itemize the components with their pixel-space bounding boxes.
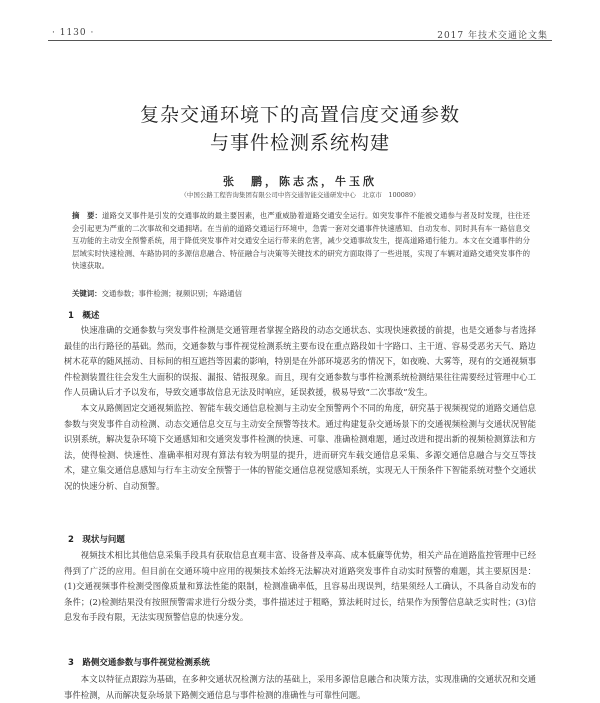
section-heading-1: 1 概述 [68,311,100,321]
paragraph: 快速准确的交通参数与突发事件检测是交通管理者掌握全路段的动态交通状态、实现快速救援的前提，也是交通参与者选择最佳的出行路径的基础。然而，交通参数与事件视觉检测系统主要布设在重点路段如十字路口、主干道、容易受恶劣天气、路边树木花草的随风摇动、目标间的相互遮挡等因素的影响，特别是在外部环境恶劣的情况下，如夜晚、大雾等，现有的交通视频事件检测装置往往会发生大面积的误报、漏报、错报现象。而且，现有交通参数与事件检测系统检测结果往往需要经过管理中心工作人员确认后才予以发布，导致交通事故信息无法及时响应，延误救援，极易导致“二次事故”发生。 [64,325,536,398]
keywords [72,288,530,299]
keywords-text: 交通参数；事件检测；视频识别；车路通信 [101,289,243,298]
paragraph: 本文以特征点跟踪为基础，在多种交通状况检测方法的基础上，采用多源信息融合和决策方法，实现准确的交通状况和交通事件检测，从而解决复杂场景下路侧交通信息与事件检测的准确性与可靠性问题。 [64,674,536,700]
abstract [72,210,530,273]
abstract-text: 道路交叉事件是引发的交通事故的最主要因素，也严重威胁着道路交通安全运行。如突发事件不能被交通参与者及时发现，往往还会引起更为严重的二次事故和交通拥堵。在当前的道路交通运行环境中，急需一套对交通事件快速感知、自动发布、同时具有车一路信息交互功能的主动安全预警系统，用于降低突发事件对交通安全运行带来的危害，减少交通事故发生，提高道路通行能力。本文在交通事件的分层域实时快速检测、车路协同的多源信息融合、特征融合与决策等关键技术的研究方面取得了一些进展，实现了车辆对道路交通突发事件的快速获取。 [72,211,530,270]
paper-title-line-1: 复杂交通环境下的高置信度交通参数 [139,104,460,126]
journal-name: 2017 年技术交通论文集 [437,31,548,41]
abstract-label: 摘 要： [72,211,103,220]
section-body-3 [64,672,536,700]
paper-title-line-2: 与事件检测系统构建 [209,132,390,154]
section-body-2 [64,548,536,656]
page-number: · 1130 · [52,28,95,38]
authors: 张 鹏，陈志杰，牛玉欣 [223,175,377,188]
section-heading-3: 3 路侧交通参数与事件视觉检测系统 [68,658,210,668]
paragraph: 本文从路侧固定交通视频监控、智能车载交通信息检测与主动安全预警两个不同的角度，研究基于视频视觉的道路交通信息参数与突发事件自动检测、动态交通信息交互与主动安全预警等技术。通过构建复杂交通场景下的交通视频检测与交通状况智能识别系统，解决复杂环境下交通感知和交通突发事件检测的快速、可靠、准确检测难题，通过改进和提出新的视频检测算法和方法，使得检测、快速性、准确率相对现有算法有较为明显的提升，进而研究车载交通信息采集、多源交通信息融合与交互等技术，建立集交通信息感知与行车主动安全预警于一体的智能交通信息视觉感知系统，实现无人干预条件下智能系统对整个交通状况的快速分析、自动预警。 [64,402,536,491]
running-header [52,24,548,40]
section-body-1 [64,323,536,523]
paragraph: 视频技术相比其他信息采集手段具有获取信息直观丰富、设备普及率高、成本低廉等优势，相关产品在道路监控管理中已经得到了广泛的应用。但目前在交通环境中应用的视频技术始终无法解决对道路突发事件自动实时预警的难题，其主要原因是：(1)交通视频事件检测受图像质量和算法性能的限制，检测准确率低，且容易出现误判，结果须经人工确认，不具备自动发布的条件；(2)检测结果没有按照预警需求进行分级分类，事件描述过于粗略，算法耗时过长，结果作为预警信息缺乏实时性；(3)信息发布手段有限，无法实现预警信息的快速分发。 [64,550,536,623]
header-rule [48,40,552,41]
keywords-label: 关键词： [72,289,102,298]
affiliation: （中国公路工程咨询集团有限公司中咨交通智能交通研发中心 北京市 100089） [180,191,420,199]
section-heading-2: 2 现状与问题 [68,535,125,545]
